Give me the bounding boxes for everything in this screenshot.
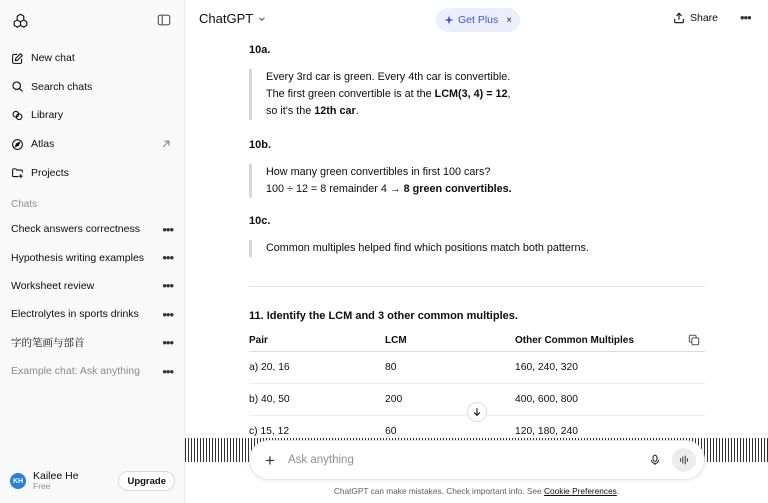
table-row	[249, 352, 705, 384]
chat-title: Electrolytes in sports drinks	[11, 308, 139, 321]
table-cell: c) 15, 12	[249, 426, 290, 437]
table-cell: 200	[385, 394, 403, 405]
answer-text: .	[355, 105, 359, 117]
share-label: Share	[690, 12, 719, 24]
chats-section-label: Chats	[11, 199, 38, 211]
model-switcher[interactable]	[199, 11, 267, 26]
openai-logo-icon[interactable]	[11, 11, 29, 29]
question-heading: 10b.	[249, 139, 272, 151]
more-options-icon[interactable]: •••	[740, 10, 751, 25]
chat-history-list	[0, 215, 184, 385]
table-cell: 60	[385, 426, 397, 437]
sidebar-item-atlas[interactable]	[0, 130, 184, 159]
answer-text: The first green convertible is at the	[266, 88, 435, 100]
model-name: ChatGPT	[199, 11, 254, 26]
table-cell: 120, 180, 240	[515, 426, 578, 437]
sidebar-item-label: Atlas	[31, 138, 55, 151]
column-header: Other Common Multiples	[515, 335, 634, 346]
answer-line	[266, 86, 705, 103]
get-plus-label: Get Plus	[458, 14, 499, 26]
library-icon	[11, 109, 24, 122]
more-options-icon[interactable]: •••	[162, 278, 173, 294]
sidebar-toggle-icon[interactable]	[155, 11, 173, 29]
sidebar	[0, 0, 185, 503]
avatar: KH	[10, 473, 26, 489]
cookie-preferences-link[interactable]: Cookie Preferences	[543, 486, 617, 496]
answer-quote	[249, 240, 705, 257]
chat-title: Example chat: Ask anything	[11, 365, 140, 378]
share-icon	[673, 12, 685, 24]
chat-title: Check answers correctness	[11, 223, 140, 236]
plus-icon[interactable]: +	[265, 450, 275, 470]
table-cell: 80	[385, 362, 397, 373]
answer-quote	[249, 69, 705, 120]
sparkle-icon	[444, 15, 454, 25]
more-options-icon[interactable]: •••	[162, 306, 173, 322]
column-header: LCM	[385, 335, 407, 346]
search-icon	[11, 80, 24, 93]
chat-history-item[interactable]	[0, 272, 184, 300]
chat-history-item[interactable]	[0, 300, 184, 328]
answer-line: Every 3rd car is green. Every 4th car is convertible.	[266, 71, 511, 83]
scroll-to-bottom-button[interactable]	[467, 402, 487, 422]
sidebar-item-library[interactable]	[0, 101, 184, 130]
lcm-table	[249, 330, 705, 440]
sidebar-nav	[0, 44, 184, 187]
table-cell: 160, 240, 320	[515, 362, 578, 373]
answer-bold: LCM(3, 4) = 12	[434, 88, 508, 100]
user-name: Kailee He	[33, 470, 79, 483]
answer-bold: 12th car	[314, 105, 356, 117]
sidebar-item-projects[interactable]	[0, 158, 184, 187]
answer-line	[266, 181, 705, 198]
answer-line: How many green convertibles in first 100 cars?	[266, 166, 491, 178]
column-header: Pair	[249, 335, 268, 346]
disclaimer-text: ChatGPT can make mistakes. Check important info. See	[333, 486, 544, 496]
external-arrow-icon	[161, 139, 171, 149]
sidebar-item-label: Library	[31, 109, 64, 122]
chat-history-item[interactable]	[0, 357, 184, 385]
chat-history-item[interactable]	[0, 215, 184, 243]
answer-quote	[249, 164, 705, 198]
more-options-icon[interactable]: •••	[162, 335, 173, 351]
answer-line	[266, 103, 705, 120]
atlas-icon	[11, 138, 24, 151]
user-meta	[33, 470, 111, 492]
more-options-icon[interactable]: •••	[162, 363, 173, 379]
microphone-icon[interactable]	[646, 451, 664, 469]
composer	[249, 440, 705, 480]
chevron-down-icon	[257, 14, 267, 24]
chat-title: Worksheet review	[11, 279, 95, 292]
more-options-icon[interactable]: •••	[162, 221, 173, 237]
chat-title: 字的笔画与部首	[11, 337, 85, 350]
share-button[interactable]	[673, 12, 718, 24]
waveform-icon	[678, 454, 690, 466]
top-bar	[185, 0, 768, 40]
disclaimer-end: .	[616, 486, 620, 496]
chat-history-item[interactable]	[0, 329, 184, 357]
main-panel	[185, 0, 768, 503]
projects-icon	[11, 166, 24, 179]
prompt-input[interactable]: Ask anything	[288, 454, 354, 466]
answer-text: so it's the	[266, 105, 315, 117]
get-plus-button[interactable]	[436, 8, 520, 32]
sidebar-item-label: New chat	[31, 52, 75, 65]
user-plan: Free	[33, 481, 51, 492]
answer-text: ,	[507, 88, 511, 100]
question-heading: 11. Identify the LCM and 3 other common multiples.	[249, 310, 518, 322]
sidebar-item-label: Search chats	[31, 80, 93, 93]
answer-text: 100 ÷ 12 = 8 remainder 4 →	[266, 183, 404, 195]
section-divider	[249, 286, 705, 287]
table-cell: a) 20, 16	[249, 362, 290, 373]
arrow-down-icon	[472, 407, 482, 417]
voice-mode-button[interactable]	[672, 448, 696, 472]
table-cell: 400, 600, 800	[515, 394, 578, 405]
footer-disclaimer	[185, 486, 768, 496]
table-header	[249, 330, 705, 352]
sidebar-header	[0, 0, 184, 40]
answer-bold: 8 green convertibles.	[403, 183, 512, 195]
close-icon[interactable]: ×	[506, 14, 513, 26]
question-heading: 10a.	[249, 44, 271, 56]
sidebar-item-search-chats[interactable]	[0, 73, 184, 102]
chat-title: Hypothesis writing examples	[11, 251, 145, 264]
table-cell: b) 40, 50	[249, 394, 290, 405]
user-account-bar[interactable]	[0, 459, 185, 503]
question-heading: 10c.	[249, 215, 271, 227]
new-chat-icon	[11, 52, 24, 65]
more-options-icon[interactable]: •••	[162, 250, 173, 266]
conversation-content	[249, 40, 705, 440]
sidebar-item-label: Projects	[31, 166, 69, 179]
answer-line: Common multiples helped find which positions match both patterns.	[266, 242, 589, 254]
chat-history-item[interactable]	[0, 243, 184, 271]
sidebar-item-new-chat[interactable]	[0, 44, 184, 73]
upgrade-button[interactable]: Upgrade	[118, 471, 175, 491]
